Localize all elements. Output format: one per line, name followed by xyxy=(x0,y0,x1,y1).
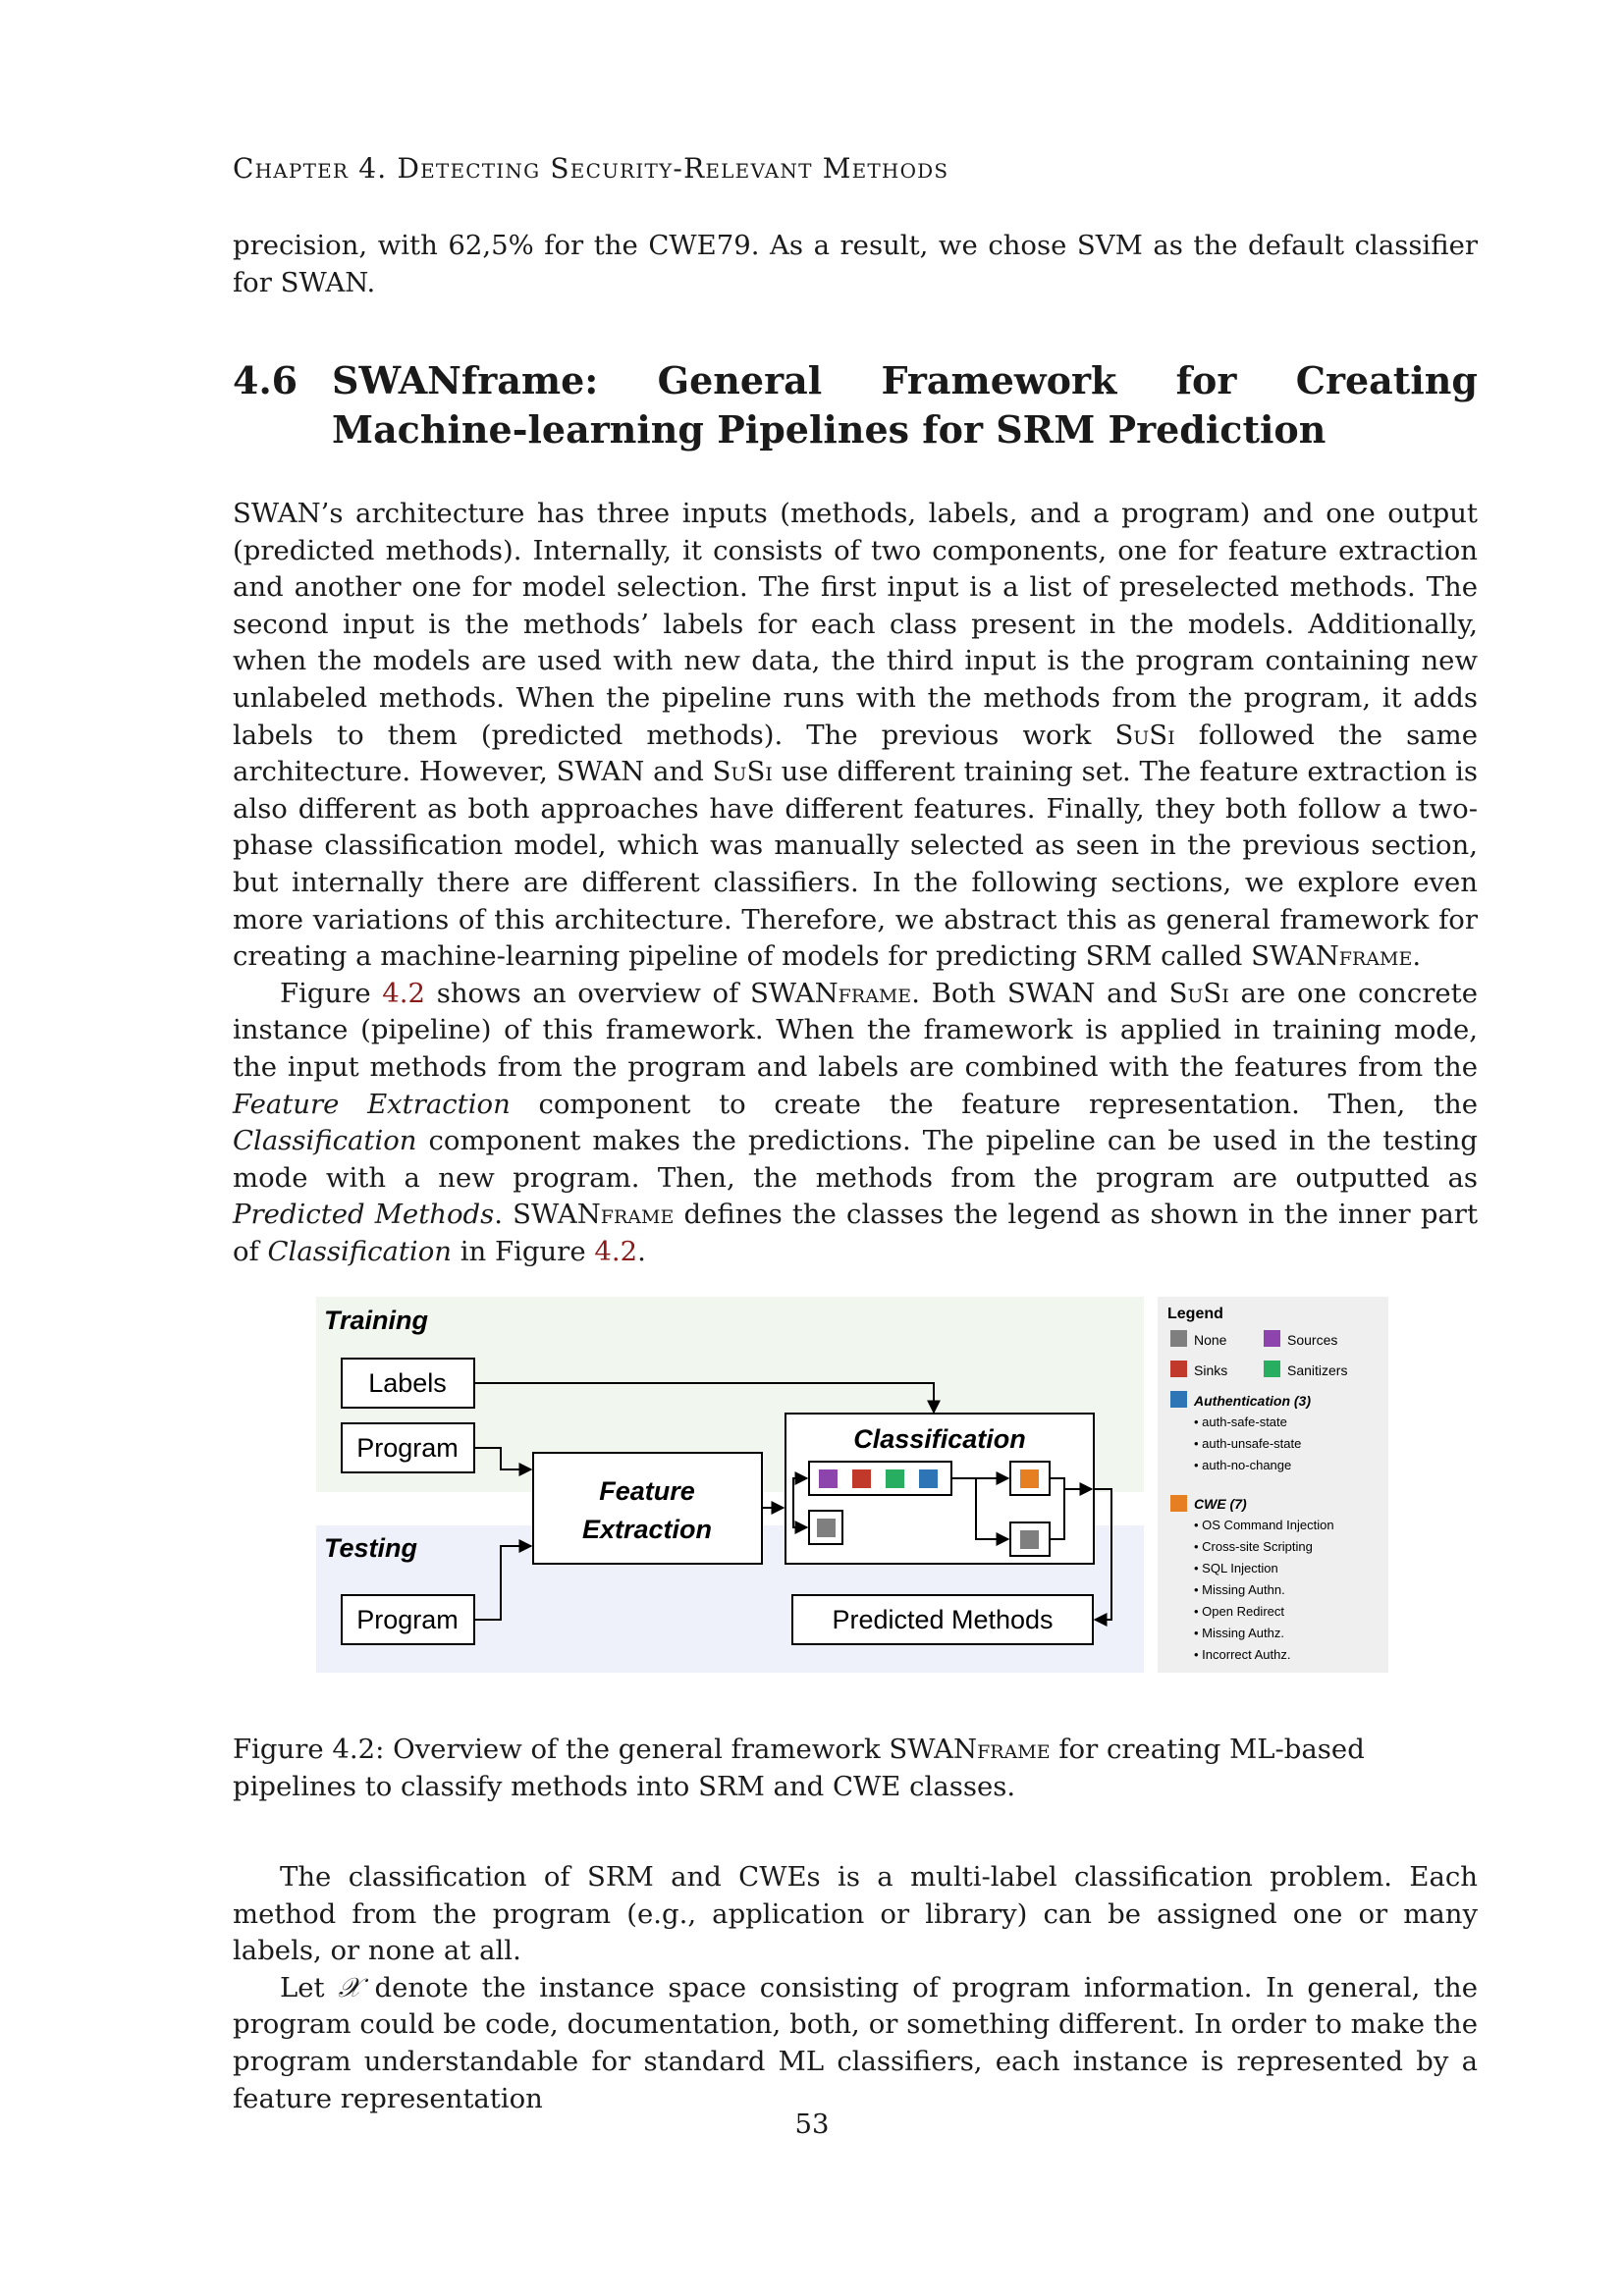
legend-sinks-swatch xyxy=(1170,1361,1187,1377)
section-number: 4.6 xyxy=(233,358,298,402)
legend-auth-item: • auth-unsafe-state xyxy=(1194,1436,1302,1451)
text-run: component to create the feature representation. Then, the xyxy=(510,1088,1478,1120)
text-run: use different training set. The feature extraction is also different as both approaches have different features. Finally, they both follow a two-phase classification model, which was manually selected as seen in the previous section, but internally there are different classifiers. In the following sections, we explore even more variations of this architecture. Therefore, we abstract this as general framework for creating a machine-learning pipeline of models for predicting SRM called xyxy=(233,756,1479,973)
emphasis-predicted-methods: Predicted Methods xyxy=(233,1199,495,1231)
emphasis-feature-extraction: Feature Extraction xyxy=(233,1088,511,1120)
program-box-testing-label: Program xyxy=(356,1605,459,1634)
sanitizers-square xyxy=(886,1469,904,1488)
legend-none-label: None xyxy=(1194,1332,1227,1348)
page-number: 53 xyxy=(794,2109,830,2140)
text-run: shows an overview of xyxy=(425,977,750,1009)
swanframe-name: SWANframe xyxy=(889,1734,1051,1765)
classification-text xyxy=(233,1859,1478,2117)
feature-extraction-box xyxy=(533,1453,762,1564)
legend-sources-label: Sources xyxy=(1287,1332,1338,1348)
none-square-left xyxy=(817,1519,836,1537)
text-run: SWAN’s architecture has three inputs (methods, labels, and a program) and one output (predicted methods). Internally, it consists of two components, one for feature extraction and another one for model selection. The first input is a list of preselected methods. The second input is the methods’ labels for each class present in the models. Additionally, when the models are used with new data, the third input is the program containing new unlabeled methods. When the pipeline runs with the methods from the program, it adds labels to them (predicted methods). The previous work xyxy=(233,498,1478,751)
legend-cwe-item: • Missing Authn. xyxy=(1194,1582,1285,1597)
authentication-square xyxy=(919,1469,938,1488)
sources-square xyxy=(819,1469,838,1488)
text-run: . Both SWAN and xyxy=(911,977,1169,1009)
feature-extraction-line2: Extraction xyxy=(581,1515,713,1544)
figure-swanframe-diagram xyxy=(316,1297,1388,1673)
text-run: component makes the predictions. The pipeline can be used in the testing mode with a new program. Then, the methods from the program are outputted as xyxy=(233,1125,1478,1194)
text-run: are one concrete instance (pipeline) of this framework. When the framework is applied in training mode, the input methods from the program and labels are combined with the features from the xyxy=(233,977,1478,1083)
swanframe-name: SWANframe xyxy=(749,977,912,1009)
legend-sanitizers-label: Sanitizers xyxy=(1287,1362,1348,1378)
labels-box-label: Labels xyxy=(368,1368,447,1398)
sinks-square xyxy=(852,1469,871,1488)
text-run: Figure 4.2: Overview of the general framework xyxy=(233,1734,890,1765)
susi-name: SuSi xyxy=(1168,977,1229,1009)
text-run: . xyxy=(637,1235,646,1267)
legend-cwe-item: • OS Command Injection xyxy=(1194,1518,1334,1532)
classification-label: Classification xyxy=(853,1424,1026,1454)
testing-label: Testing xyxy=(324,1533,418,1563)
predicted-methods-label: Predicted Methods xyxy=(832,1605,1054,1634)
intro-paragraph-text: precision, with 62,5% for the CWE79. As a result, we chose SVM as the default classifier for SWAN. xyxy=(233,230,1478,298)
text-run: . xyxy=(1412,940,1422,973)
legend-cwe-item: • Incorrect Authz. xyxy=(1194,1647,1291,1662)
text-run: in Figure xyxy=(452,1235,595,1267)
text-run: Let xyxy=(280,1971,339,2003)
legend-sinks-label: Sinks xyxy=(1194,1362,1228,1378)
legend-auth-item: • auth-safe-state xyxy=(1194,1415,1287,1429)
legend-title: Legend xyxy=(1167,1306,1223,1322)
legend-cwe-item: • SQL Injection xyxy=(1194,1561,1278,1575)
susi-name: SuSi xyxy=(712,756,773,788)
text-run: for creating ML-based pipelines to classify methods into SRM and CWE classes. xyxy=(233,1734,1365,1802)
paragraph-architecture xyxy=(233,496,1478,976)
figure-reference-link[interactable]: 4.2 xyxy=(594,1235,638,1267)
instance-space-symbol: 𝒳 xyxy=(338,1971,361,2003)
section-title: SWANframe: General Framework for Creating Machine-learning Pipelines for SRM Prediction xyxy=(332,358,1478,452)
cwe-square xyxy=(1020,1469,1039,1488)
emphasis-classification: Classification xyxy=(267,1235,452,1267)
legend-none-swatch xyxy=(1170,1330,1187,1347)
paragraph-figure-overview xyxy=(233,976,1478,1271)
swanframe-name: SWANframe xyxy=(1251,940,1413,973)
paragraph-multilabel: The classification of SRM and CWEs is a multi-label classification problem. Each method from the program (e.g., application or library) can be assigned one or many labels, or none at all. xyxy=(233,1861,1478,1967)
legend-sources-swatch xyxy=(1264,1330,1280,1347)
legend-cwe-title: CWE (7) xyxy=(1194,1496,1247,1512)
program-box-training-label: Program xyxy=(356,1433,459,1463)
text-run: denote the instance space consisting of program information. In general, the program could be code, documentation, both, or something different. In order to make the program understandable for standard ML classifiers, each instance is represented by a feature representation xyxy=(233,1971,1478,2114)
emphasis-classification: Classification xyxy=(233,1125,417,1157)
text-run: Figure xyxy=(280,977,383,1009)
legend-authentication-swatch xyxy=(1170,1391,1187,1408)
figure-caption xyxy=(233,1732,1478,1805)
main-text xyxy=(233,496,1478,1270)
susi-name: SuSi xyxy=(1114,719,1175,751)
figure-reference-link[interactable]: 4.2 xyxy=(382,977,426,1009)
text-run: defines the classes the legend as shown in the inner part of xyxy=(233,1199,1479,1267)
text-run: . xyxy=(494,1199,514,1231)
legend-cwe-swatch xyxy=(1170,1495,1187,1512)
training-label: Training xyxy=(324,1306,429,1335)
legend-auth-item: • auth-no-change xyxy=(1194,1458,1292,1472)
paragraph-instance-space xyxy=(233,1970,1478,2117)
running-head: Chapter 4. Detecting Security-Relevant Methods xyxy=(233,152,949,185)
swanframe-name: SWANframe xyxy=(513,1199,675,1231)
feature-extraction-line1: Feature xyxy=(599,1476,695,1506)
legend-cwe-item: • Open Redirect xyxy=(1194,1604,1284,1619)
text-run: followed the same architecture. However, SWAN and xyxy=(233,719,1478,788)
legend-sanitizers-swatch xyxy=(1264,1361,1280,1377)
intro-paragraph xyxy=(233,228,1478,301)
legend-authentication-title: Authentication (3) xyxy=(1194,1393,1311,1409)
legend-cwe-item: • Cross-site Scripting xyxy=(1194,1539,1313,1554)
none-square-right xyxy=(1020,1530,1039,1549)
legend-cwe-item: • Missing Authz. xyxy=(1194,1626,1284,1640)
